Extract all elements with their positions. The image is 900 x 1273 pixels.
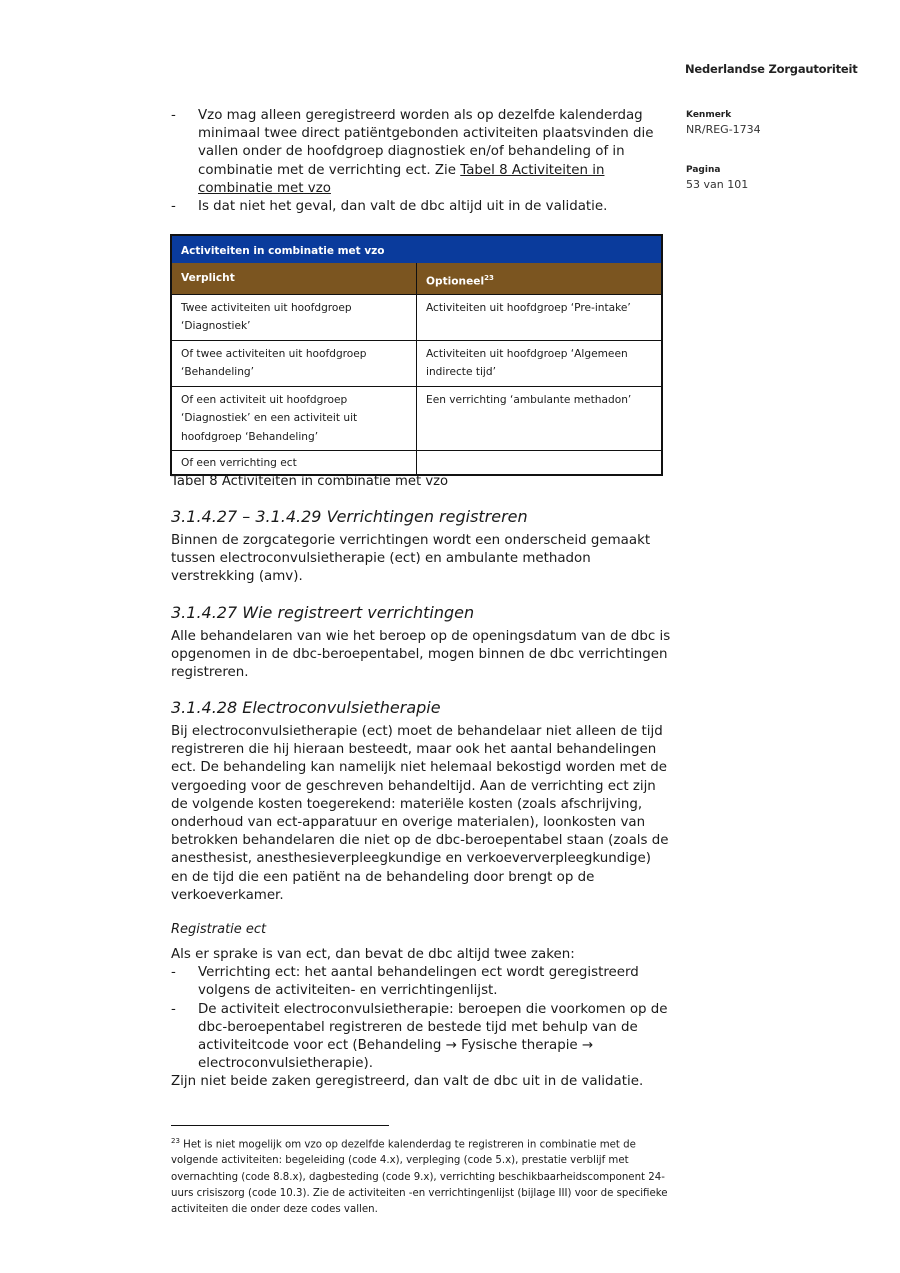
kenmerk-block [686, 110, 761, 136]
section-heading: 3.1.4.27 – 3.1.4.29 Verrichtingen registreren [171, 507, 528, 526]
subheading: Registratie ect [171, 922, 267, 937]
dash-marker: - [171, 1001, 176, 1017]
table-row [171, 294, 662, 340]
outro-text: Zijn niet beide zaken geregistreerd, dan valt de dbc uit in de validatie. [171, 1074, 644, 1090]
table-reference-link[interactable]: Tabel 8 Activiteiten in combinatie met vzo [198, 162, 605, 196]
cell-verplicht: Of een verrichting ect [171, 451, 417, 475]
cell-optioneel [417, 451, 663, 475]
bullet-item [171, 198, 671, 216]
table-title: Activiteiten in combinatie met vzo [171, 235, 662, 263]
column-header-verplicht: Verplicht [171, 263, 417, 295]
footnote [171, 1133, 671, 1218]
pagina-block [686, 165, 748, 191]
table-row [171, 451, 662, 475]
cell-verplicht: Of een activiteit uit hoofdgroep ‘Diagnostiek’ en een activiteit uit hoofdgroep ‘Behandeling’ [171, 386, 417, 451]
footnote-divider [171, 1125, 389, 1126]
registration-block [171, 946, 671, 1092]
intro-bullets [171, 107, 671, 216]
cell-verplicht: Of twee activiteiten uit hoofdgroep ‘Behandeling’ [171, 340, 417, 386]
table-caption: Tabel 8 Activiteiten in combinatie met vzo [171, 474, 449, 489]
bullet-item [171, 964, 671, 1000]
section-body: Alle behandelaren van wie het beroep op de openingsdatum van de dbc is opgenomen in de dbc-beroepentabel, mogen binnen de dbc verrichtingen registreren. [171, 629, 671, 681]
cell-optioneel: Een verrichting ‘ambulante methadon’ [417, 386, 663, 451]
dash-marker: - [171, 199, 176, 215]
cell-optioneel: Activiteiten uit hoofdgroep ‘Pre-intake’ [417, 294, 663, 340]
footnote-ref: 23 [484, 273, 494, 282]
bullet-text: Vzo mag alleen geregistreerd worden als op dezelfde kalenderdag minimaal twee direct patiëntgebonden activiteiten plaatsvinden die vallen onder de hoofdgroep diagnostiek en/of behandeling of in combinatie met de verrichting ect. Zie [198, 108, 654, 178]
table-row [171, 340, 662, 386]
section-body: Bij electroconvulsietherapie (ect) moet de behandelaar niet alleen de tijd registreren die hij hieraan besteedt, maar ook het aantal behandelingen ect. De behandeling kan namelijk niet helemaal bekostigd worden met de vergoeding voor de geschreven behandeltijd. Aan de verrichting ect zijn de volgende kosten toegerekend: materiële kosten (zoals afschrijving, onderhoud van ect-apparatuur en overige materialen), loonkosten van betrokken behandelaren die niet op de dbc-beroepentabel staan (zoals de anesthesist, anesthesieverpleegkundige en verkoeververpleegkundige) en de tijd die een patiënt na de behandeling door brengt op de verkoeverkamer. [171, 724, 669, 903]
bullet-item [171, 107, 671, 198]
kenmerk-label: Kenmerk [686, 110, 732, 120]
column-header-optioneel [417, 263, 663, 295]
bullet-item [171, 1001, 671, 1074]
dash-marker: - [171, 965, 176, 981]
activities-table [170, 234, 663, 476]
cell-optioneel: Activiteiten uit hoofdgroep ‘Algemeen indirecte tijd’ [417, 340, 663, 386]
organization-name: Nederlandse Zorgautoriteit [685, 62, 858, 76]
bullet-text: Verrichting ect: het aantal behandelingen ect wordt geregistreerd volgens de activiteiten- en verrichtingenlijst. [198, 965, 639, 999]
pagina-label: Pagina [686, 165, 721, 175]
section-heading: 3.1.4.28 Electroconvulsietherapie [171, 698, 441, 717]
footnote-text: Het is niet mogelijk om vzo op dezelfde kalenderdag te registreren in combinatie met de volgende activiteiten: begeleiding (code 4.x), verpleging (code 5.x), prestatie verblijf met overnachting (code 8.8.x), dagbesteding (code 9.x), verrichting beschikbaarheidscomponent 24-uurs crisiszorg (code 10.3). Zie de activiteiten -en verrichtingenlijst (bijlage III) voor de specifieke activiteiten die onder deze codes vallen. [171, 1139, 668, 1215]
intro-text: Als er sprake is van ect, dan bevat de dbc altijd twee zaken: [171, 947, 575, 962]
section-heading: 3.1.4.27 Wie registreert verrichtingen [171, 603, 475, 622]
bullet-text: Is dat niet het geval, dan valt de dbc altijd uit in de validatie. [198, 199, 608, 215]
column-header-label: Optioneel [426, 275, 485, 288]
section-body: Binnen de zorgcategorie verrichtingen wordt een onderscheid gemaakt tussen electroconvulsietherapie (ect) en ambulante methadon verstrekking (amv). [171, 533, 651, 585]
bullet-text: De activiteit electroconvulsietherapie: beroepen die voorkomen op de dbc-beroepentabel registreren de bestede tijd met behulp van de activiteitcode voor ect (Behandeling → Fysische therapie → electroconvulsietherapie). [198, 1001, 668, 1072]
dash-marker: - [171, 108, 176, 123]
cell-verplicht: Twee activiteiten uit hoofdgroep ‘Diagnostiek’ [171, 294, 417, 340]
footnote-number: 23 [171, 1137, 180, 1145]
kenmerk-value: NR/REG-1734 [686, 123, 761, 136]
table-row [171, 386, 662, 451]
pagina-value: 53 van 101 [686, 178, 749, 191]
